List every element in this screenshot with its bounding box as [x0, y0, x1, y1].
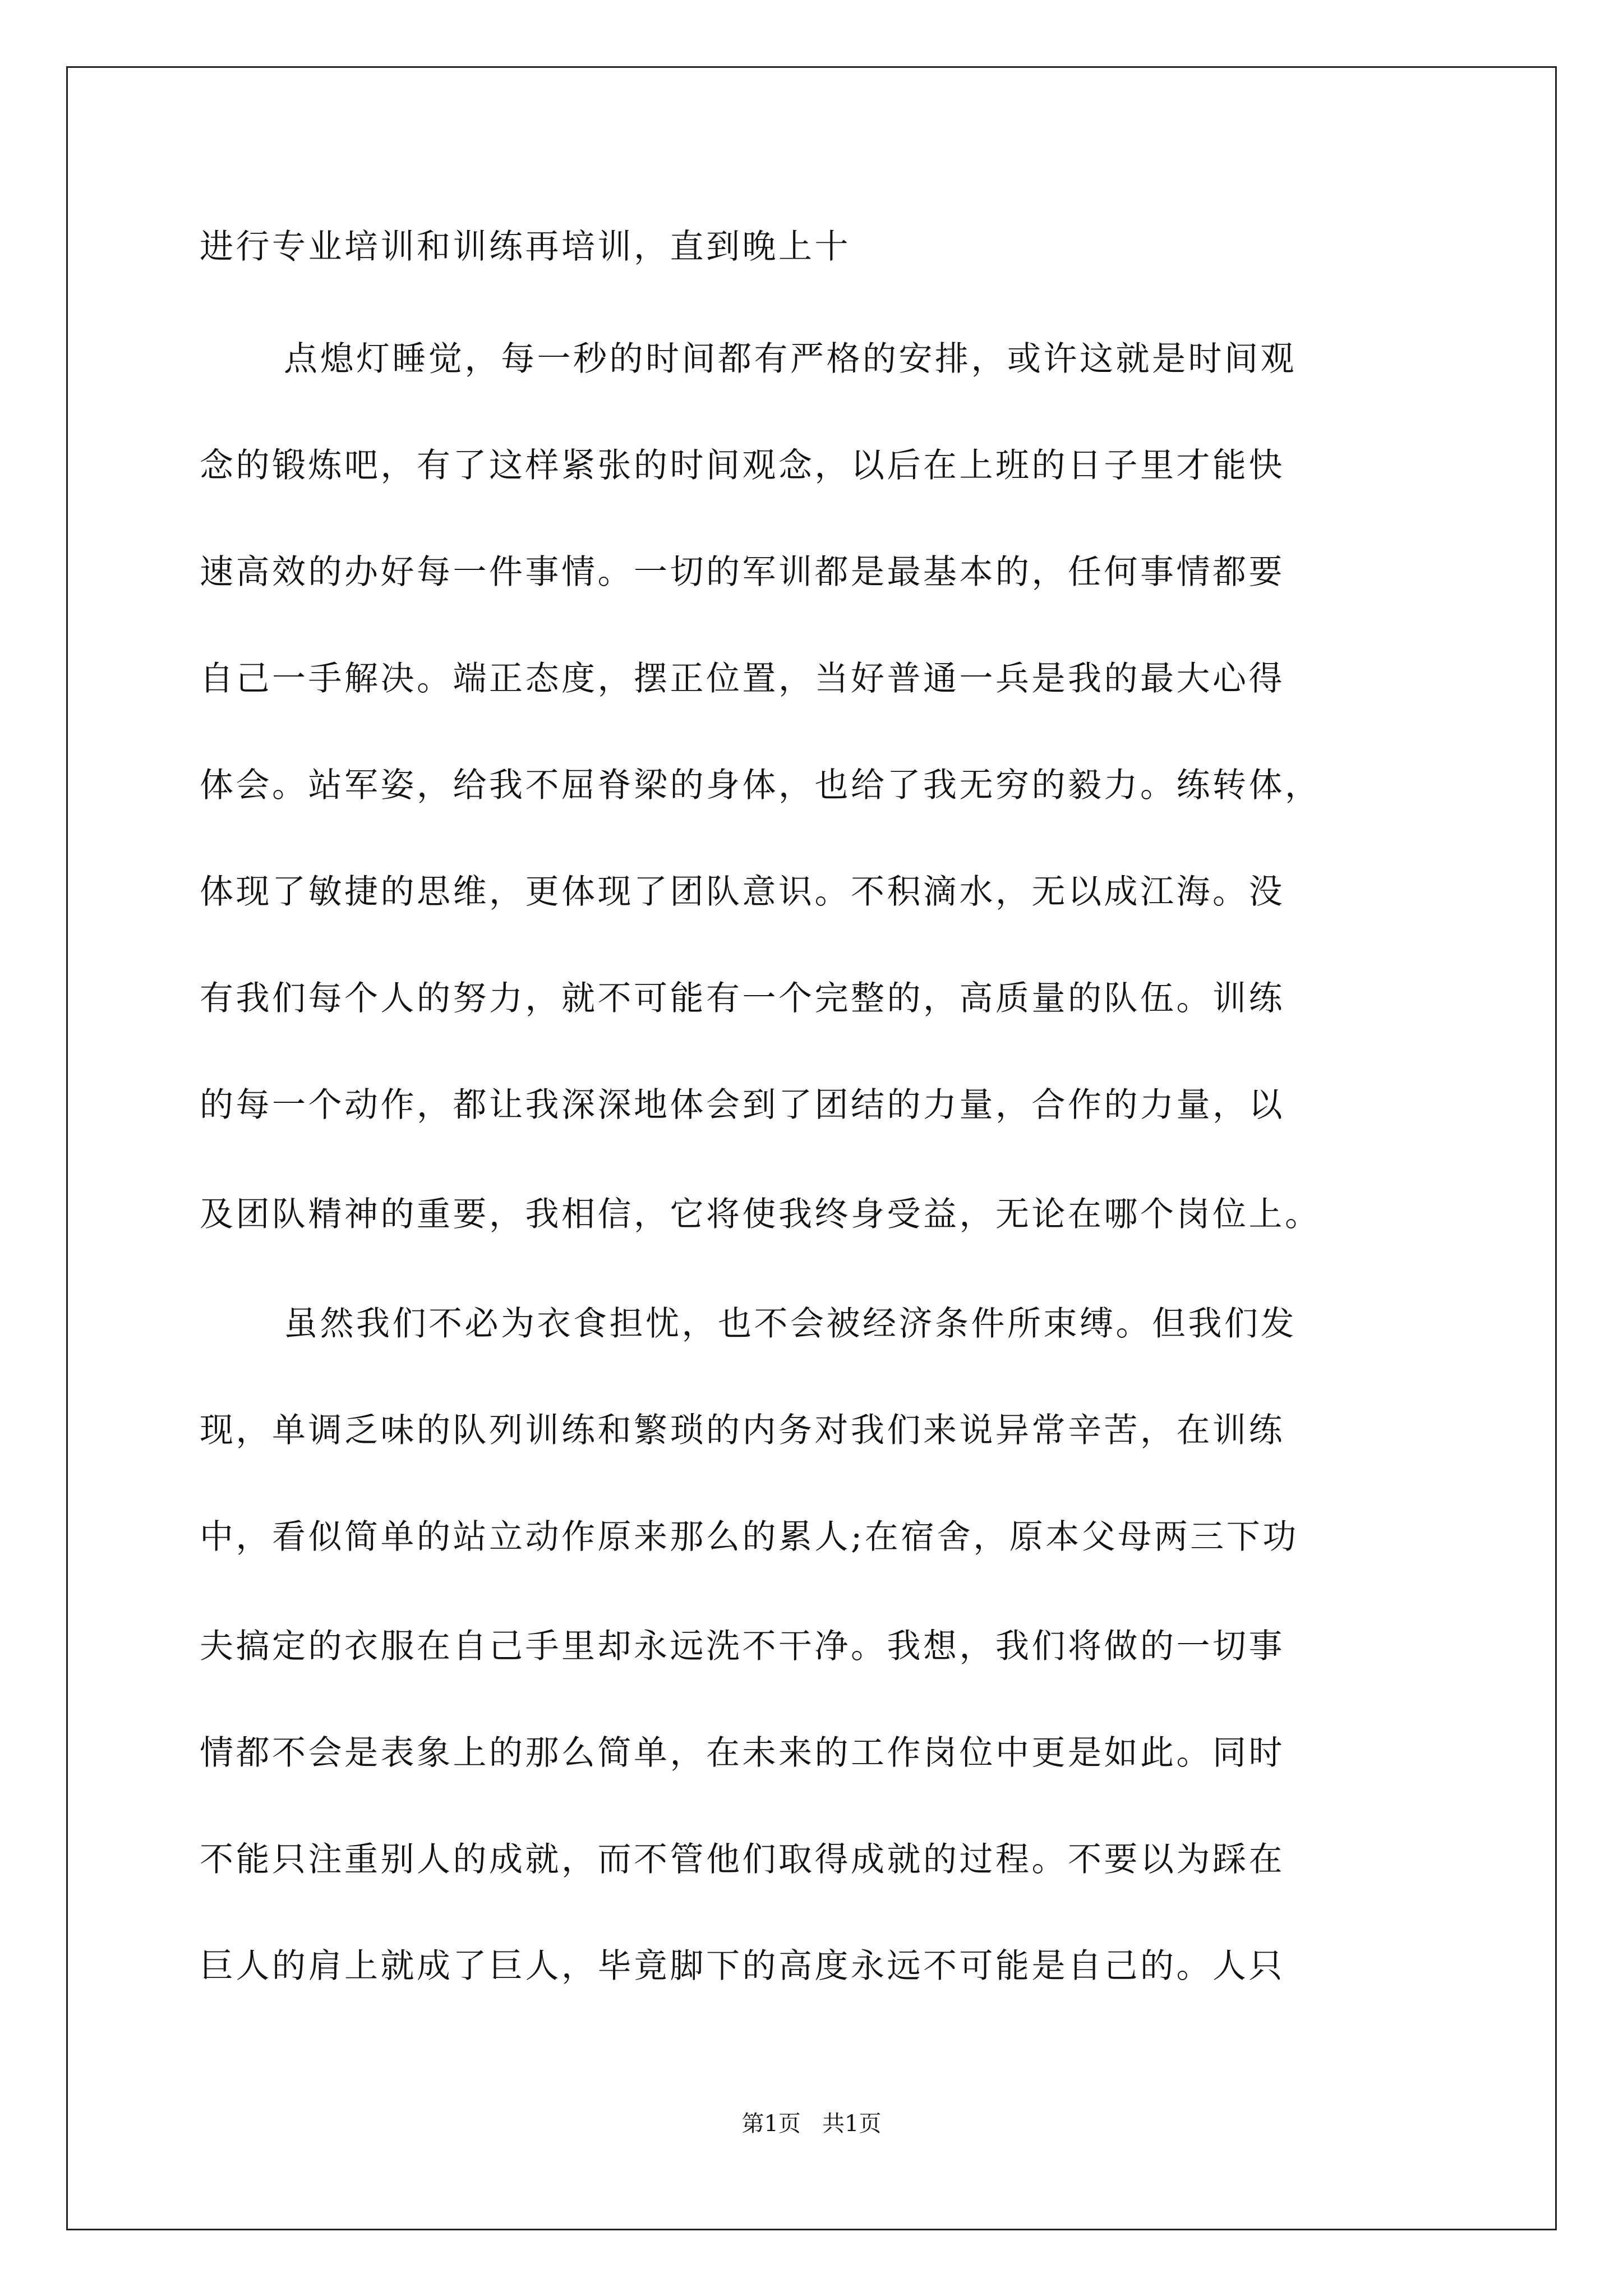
- text-line-14: 夫搞定的衣服在自己手里却永远洗不干净。我想，我们将做的一切事: [200, 1627, 1285, 1666]
- text-line-13: 中，看似简单的站立动作原来那么的累人;在宿舍，原本父母两三下功: [200, 1517, 1299, 1557]
- text-line-5: 自己一手解决。端正态度，摆正位置，当好普通一兵是我的最大心得: [200, 659, 1285, 698]
- text-line-2: 点熄灯睡觉，每一秒的时间都有严格的安排，或许这就是时间观: [284, 339, 1297, 379]
- text-line-11: 虽然我们不必为衣食担忧，也不会被经济条件所束缚。但我们发: [284, 1304, 1297, 1343]
- text-line-16: 不能只注重别人的成就，而不管他们取得成就的过程。不要以为踩在: [200, 1840, 1285, 1879]
- text-line-1: 进行专业培训和训练再培训，直到晚上十: [200, 227, 851, 266]
- text-line-8: 有我们每个人的努力，就不可能有一个完整的，高质量的队伍。训练: [200, 979, 1285, 1018]
- text-line-17: 巨人的肩上就成了巨人，毕竟脚下的高度永远不可能是自己的。人只: [200, 1947, 1285, 1986]
- text-line-4: 速高效的办好每一件事情。一切的军训都是最基本的，任何事情都要: [200, 553, 1285, 592]
- text-line-12: 现，单调乏味的队列训练和繁琐的内务对我们来说异常辛苦，在训练: [200, 1411, 1285, 1450]
- text-line-7: 体现了敏捷的思维，更体现了团队意识。不积滴水，无以成江海。没: [200, 872, 1285, 912]
- page-border: [66, 66, 1557, 2230]
- text-line-6: 体会。站军姿，给我不屈脊梁的身体，也给了我无穷的毅力。练转体，: [200, 766, 1321, 805]
- text-line-9: 的每一个动作，都让我深深地体会到了团结的力量，合作的力量，以: [200, 1085, 1285, 1125]
- page-footer: 第1页 共1页: [741, 2111, 882, 2137]
- text-line-15: 情都不会是表象上的那么简单，在未来的工作岗位中更是如此。同时: [200, 1733, 1285, 1773]
- text-line-10: 及团队精神的重要，我相信，它将使我终身受益，无论在哪个岗位上。: [200, 1195, 1321, 1234]
- text-line-3: 念的锻炼吧，有了这样紧张的时间观念，以后在上班的日子里才能快: [200, 446, 1285, 485]
